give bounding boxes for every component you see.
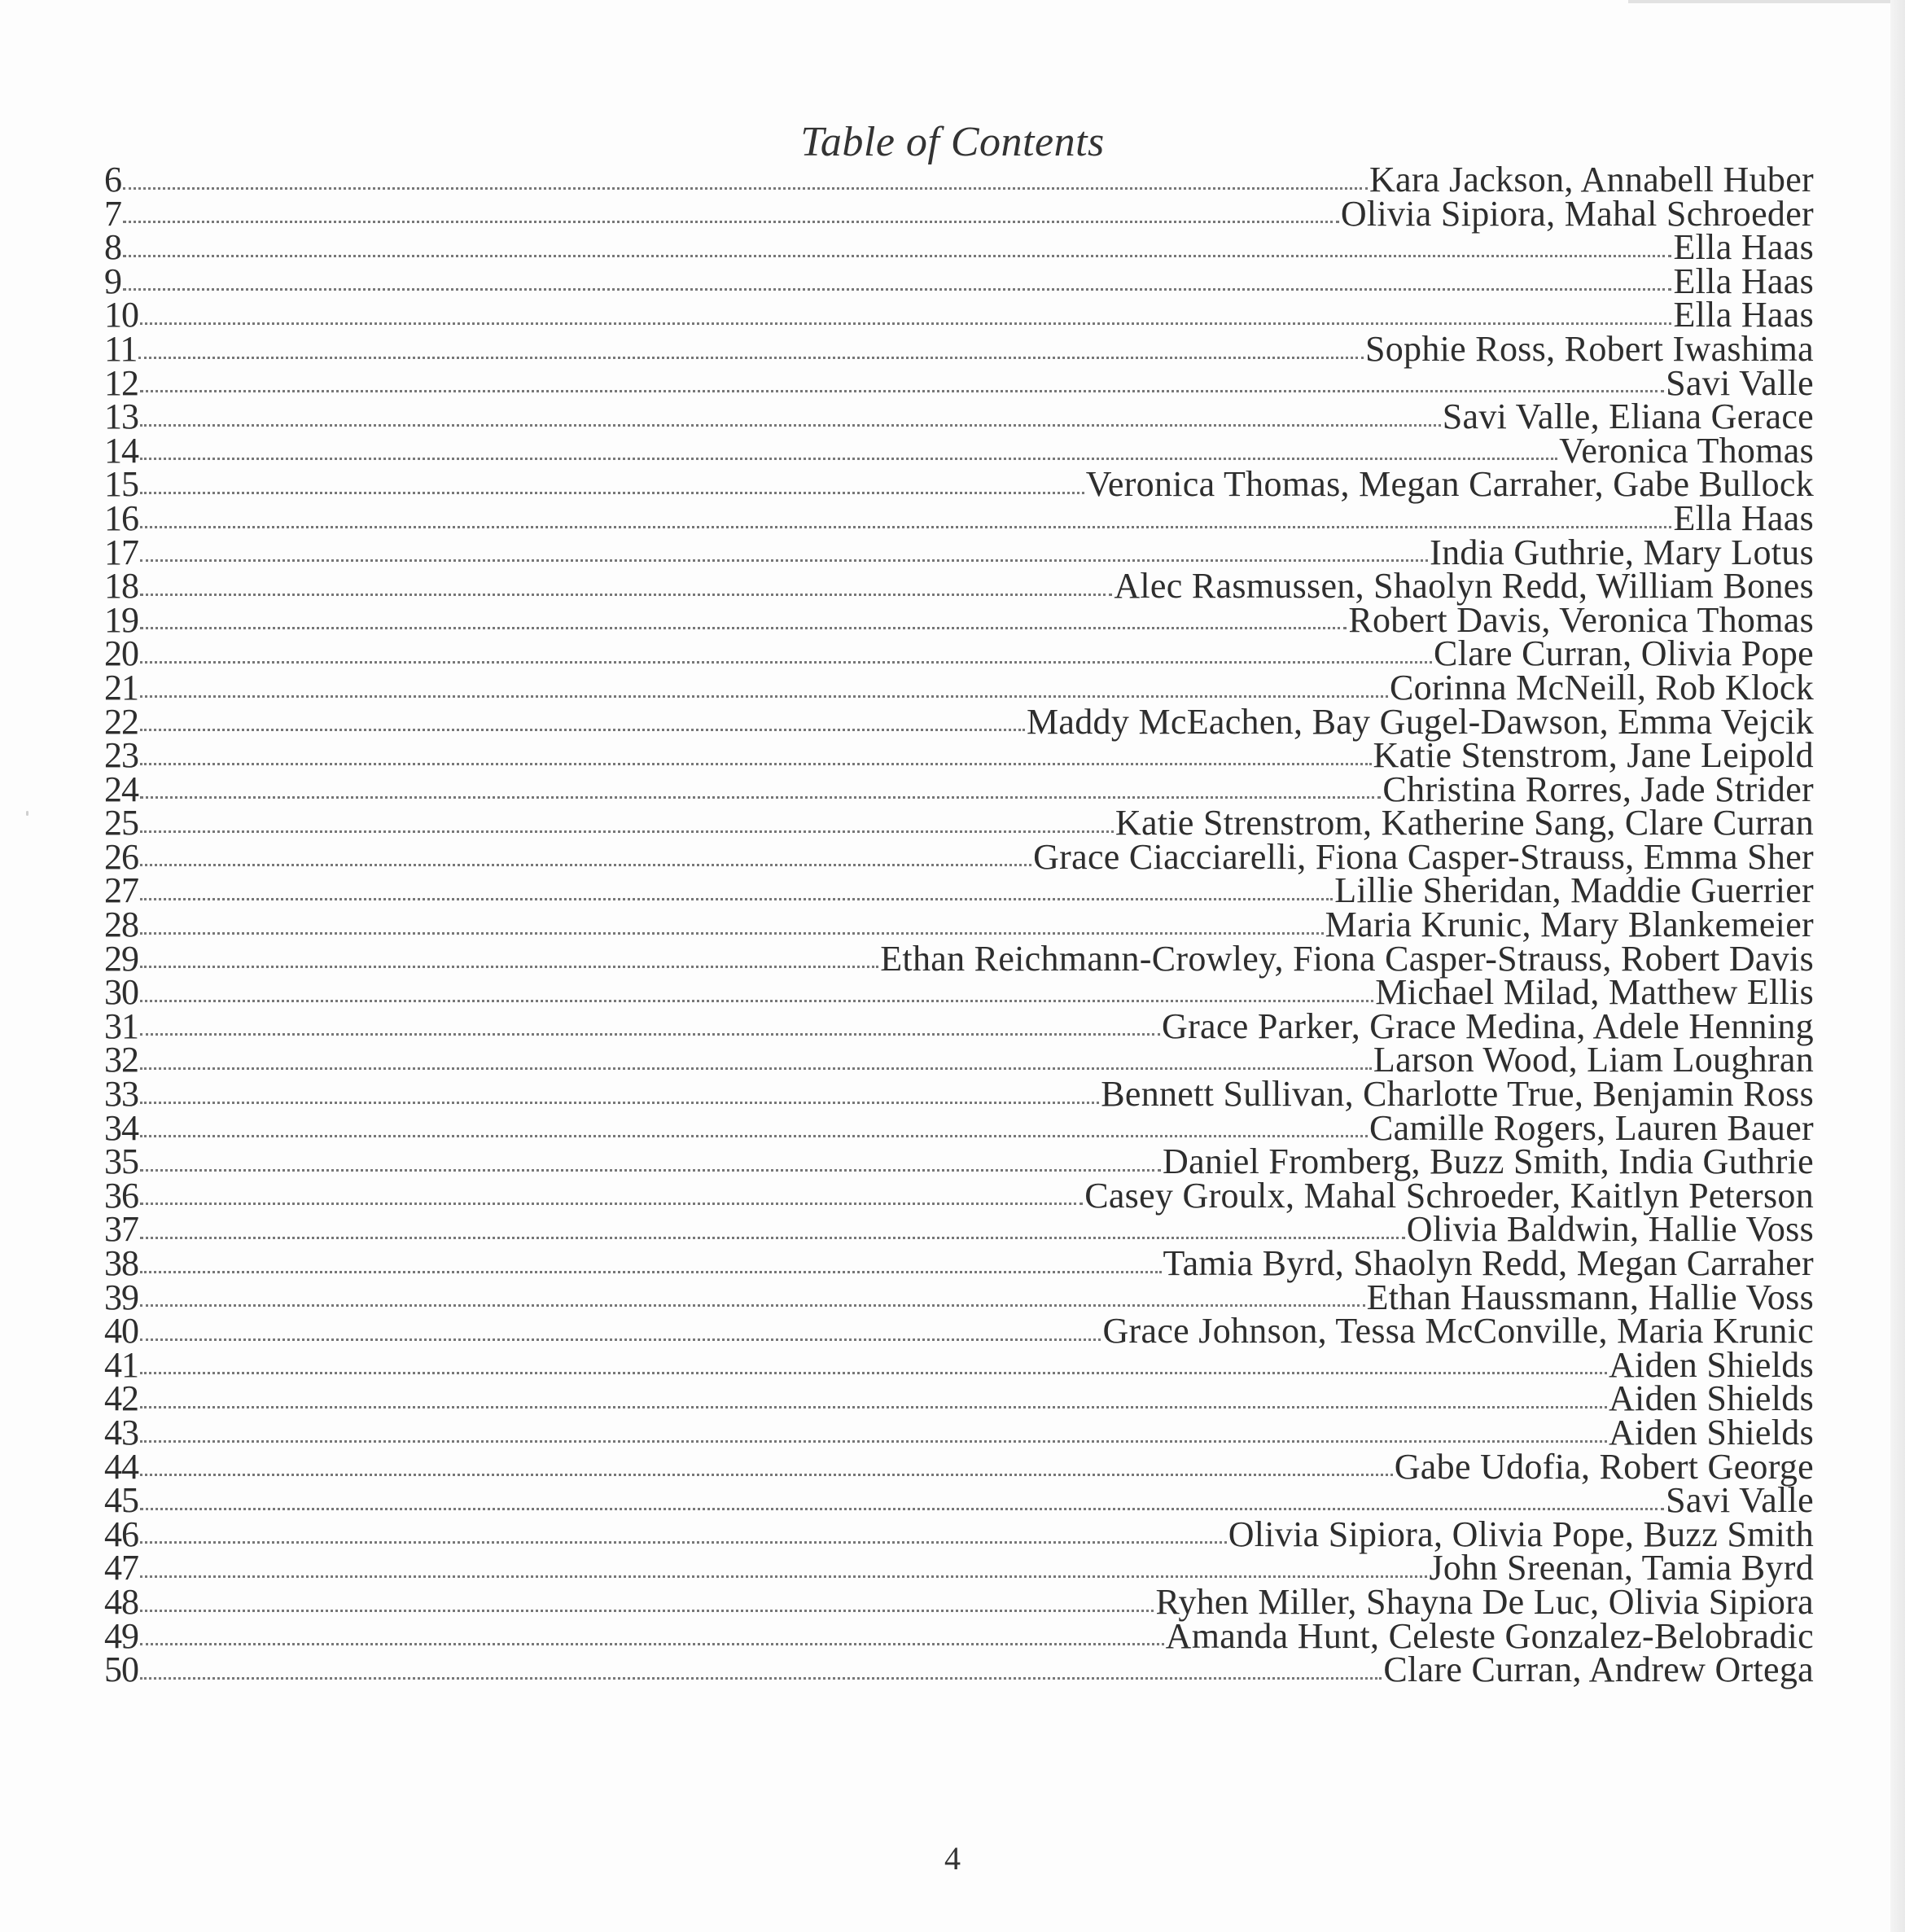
toc-author-names: Aiden Shields <box>1608 1344 1814 1385</box>
toc-author-names: Larson Wood, Liam Loughran <box>1373 1040 1814 1080</box>
dot-leader <box>140 893 1333 900</box>
dot-leader <box>140 521 1671 528</box>
toc-page-number: 25 <box>104 803 138 843</box>
toc-author-names: Savi Valle, Eliana Gerace <box>1442 396 1814 437</box>
dot-leader <box>140 1198 1083 1205</box>
toc-author-names: Casey Groulx, Mahal Schroeder, Kaitlyn Peterson <box>1084 1175 1814 1216</box>
toc-entry <box>104 1378 1814 1419</box>
toc-page-number: 42 <box>104 1378 138 1419</box>
toc-author-names: Ethan Reichmann-Crowley, Fiona Casper-Strauss, Robert Davis <box>880 938 1814 979</box>
dot-leader <box>123 283 1671 291</box>
toc-page-number: 13 <box>104 396 138 437</box>
dot-leader <box>140 1164 1161 1172</box>
toc-author-names: Corinna McNeill, Rob Klock <box>1389 667 1814 708</box>
toc-entry <box>104 1175 1814 1216</box>
toc-page-number: 48 <box>104 1581 138 1622</box>
toc-author-names: Christina Rorres, Jade Strider <box>1382 769 1814 809</box>
dot-leader <box>140 826 1114 833</box>
toc-author-names: Robert Davis, Veronica Thomas <box>1348 599 1814 640</box>
toc-author-names: Michael Milad, Matthew Ellis <box>1375 972 1814 1013</box>
toc-page-number: 49 <box>104 1615 138 1656</box>
toc-author-names: Ella Haas <box>1673 261 1814 301</box>
toc-page-number: 34 <box>104 1107 138 1148</box>
toc-page-number: 12 <box>104 362 138 403</box>
toc-page-number: 7 <box>104 193 121 234</box>
dot-leader <box>140 554 1428 562</box>
toc-author-names: Savi Valle <box>1666 362 1814 403</box>
dot-leader <box>140 1334 1101 1341</box>
toc-page-number: 18 <box>104 566 138 607</box>
toc-author-names: Camille Rogers, Lauren Bauer <box>1369 1107 1814 1148</box>
toc-page-number: 29 <box>104 938 138 979</box>
toc-page-number: 47 <box>104 1548 138 1588</box>
toc-entry <box>104 464 1814 505</box>
toc-author-names: Olivia Sipiora, Olivia Pope, Buzz Smith <box>1228 1514 1814 1554</box>
toc-page-number: 36 <box>104 1175 138 1216</box>
toc-page-number: 46 <box>104 1514 138 1554</box>
toc-entry <box>104 295 1814 335</box>
toc-page-number: 30 <box>104 972 138 1013</box>
toc-author-names: Ella Haas <box>1673 497 1814 538</box>
dot-leader <box>140 1097 1099 1104</box>
dot-leader <box>140 589 1112 596</box>
toc-entry <box>104 328 1814 369</box>
toc-entry <box>104 1209 1814 1250</box>
toc-page-number: 22 <box>104 701 138 742</box>
toc-entry <box>104 972 1814 1013</box>
dot-leader <box>140 758 1372 765</box>
dot-leader <box>140 724 1025 731</box>
dot-leader <box>140 1605 1154 1612</box>
toc-author-names: Grace Ciacciarelli, Fiona Casper-Strauss, Emma Sher <box>1033 836 1814 877</box>
toc-author-names: Ella Haas <box>1673 295 1814 335</box>
toc-author-names: Bennett Sullivan, Charlotte True, Benjamin Ross <box>1101 1074 1814 1115</box>
toc-author-names: Tamia Byrd, Shaolyn Redd, Megan Carraher <box>1163 1243 1814 1283</box>
toc-author-names: Aiden Shields <box>1608 1412 1814 1452</box>
toc-entry <box>104 1141 1814 1182</box>
toc-author-names: Lillie Sheridan, Maddie Guerrier <box>1334 870 1814 911</box>
toc-entry <box>104 566 1814 607</box>
dot-leader <box>140 1367 1607 1374</box>
toc-entry <box>104 836 1814 877</box>
scan-speck <box>26 811 28 816</box>
dot-leader <box>138 352 1364 359</box>
toc-page-number: 38 <box>104 1243 138 1283</box>
dot-leader <box>140 927 1324 935</box>
toc-entry <box>104 430 1814 471</box>
toc-entry <box>104 160 1814 199</box>
dot-leader <box>140 1401 1607 1408</box>
dot-leader <box>140 1062 1372 1070</box>
dot-leader <box>140 1232 1405 1239</box>
toc-page-number: 45 <box>104 1480 138 1521</box>
toc-author-names: Katie Stenstrom, Jane Leipold <box>1373 735 1814 776</box>
dot-leader <box>140 1130 1368 1137</box>
toc-page-number: 44 <box>104 1446 138 1487</box>
dot-leader <box>123 250 1671 257</box>
toc-author-names: Savi Valle <box>1666 1480 1814 1521</box>
toc-page-number: 14 <box>104 430 138 471</box>
toc-page-number: 17 <box>104 532 138 572</box>
toc-author-names: Katie Strenstrom, Katherine Sang, Clare Curran <box>1115 803 1814 843</box>
table-of-contents <box>104 160 1814 1690</box>
dot-leader <box>140 1503 1664 1510</box>
toc-author-names: Alec Rasmussen, Shaolyn Redd, William Bones <box>1114 566 1814 607</box>
toc-entry <box>104 701 1814 742</box>
toc-entry <box>104 769 1814 809</box>
dot-leader <box>140 961 878 968</box>
dot-leader <box>123 216 1339 223</box>
toc-entry <box>104 1074 1814 1115</box>
dot-leader <box>140 622 1347 629</box>
toc-entry <box>104 227 1814 268</box>
toc-author-names: Olivia Baldwin, Hallie Voss <box>1406 1209 1814 1250</box>
toc-author-names: Clare Curran, Andrew Ortega <box>1383 1649 1814 1690</box>
toc-page-number: 35 <box>104 1141 138 1182</box>
dot-leader <box>140 1266 1162 1273</box>
dot-leader <box>140 419 1441 427</box>
toc-author-names: Veronica Thomas, Megan Carraher, Gabe Bullock <box>1085 464 1814 505</box>
toc-page-number: 37 <box>104 1209 138 1250</box>
toc-author-names: Grace Parker, Grace Medina, Adele Henning <box>1162 1005 1814 1046</box>
toc-author-names: Grace Johnson, Tessa McConville, Maria Krunic <box>1102 1311 1814 1352</box>
dot-leader <box>140 1299 1365 1307</box>
toc-entry <box>104 870 1814 911</box>
toc-author-names: India Guthrie, Mary Lotus <box>1430 532 1814 572</box>
scan-edge-rule <box>1628 0 1905 3</box>
toc-page-number: 28 <box>104 905 138 945</box>
toc-author-names: Veronica Thomas <box>1559 430 1814 471</box>
toc-entry <box>104 261 1814 301</box>
dot-leader <box>140 487 1084 494</box>
toc-page-number: 33 <box>104 1074 138 1115</box>
toc-entry <box>104 396 1814 437</box>
toc-author-names: John Sreenan, Tamia Byrd <box>1429 1548 1814 1588</box>
dot-leader <box>140 690 1388 698</box>
toc-entry <box>104 735 1814 776</box>
toc-author-names: Amanda Hunt, Celeste Gonzalez-Belobradic <box>1165 1615 1814 1656</box>
toc-page-number: 19 <box>104 599 138 640</box>
toc-entry <box>104 532 1814 572</box>
toc-entry <box>104 1040 1814 1080</box>
toc-entry <box>104 633 1814 674</box>
toc-entry <box>104 667 1814 708</box>
toc-author-names: Sophie Ross, Robert Iwashima <box>1364 328 1814 369</box>
toc-page-number: 20 <box>104 633 138 674</box>
dot-leader <box>123 182 1368 190</box>
toc-author-names: Ethan Haussmann, Hallie Voss <box>1366 1277 1814 1317</box>
dot-leader <box>140 1672 1382 1680</box>
toc-author-names: Daniel Fromberg, Buzz Smith, India Guthrie <box>1163 1141 1814 1182</box>
toc-page-number: 41 <box>104 1344 138 1385</box>
toc-entry <box>104 193 1814 234</box>
toc-entry <box>104 497 1814 538</box>
page-edge-shadow <box>1890 0 1905 1932</box>
toc-entry <box>104 1581 1814 1622</box>
toc-author-names: Ella Haas <box>1673 227 1814 268</box>
toc-entry <box>104 1005 1814 1046</box>
toc-entry <box>104 905 1814 945</box>
toc-entry <box>104 1344 1814 1385</box>
toc-entry <box>104 1548 1814 1588</box>
toc-author-names: Gabe Udofia, Robert George <box>1394 1446 1814 1487</box>
page-number: 4 <box>944 1840 961 1877</box>
toc-page-number: 15 <box>104 464 138 505</box>
dot-leader <box>140 1028 1160 1036</box>
toc-page-number: 24 <box>104 769 138 809</box>
page-title: Table of Contents <box>800 119 1105 165</box>
toc-author-names: Maria Krunic, Mary Blankemeier <box>1325 905 1814 945</box>
toc-entry <box>104 1107 1814 1148</box>
toc-entry <box>104 1412 1814 1452</box>
dot-leader <box>140 318 1671 325</box>
toc-page-number: 6 <box>104 160 121 199</box>
toc-author-names: Kara Jackson, Annabell Huber <box>1369 160 1814 199</box>
toc-author-names: Maddy McEachen, Bay Gugel-Dawson, Emma Vejcik <box>1027 701 1814 742</box>
toc-entry <box>104 1446 1814 1487</box>
dot-leader <box>140 453 1557 460</box>
toc-entry <box>104 938 1814 979</box>
toc-page-number: 11 <box>104 328 138 369</box>
toc-page-number: 31 <box>104 1005 138 1046</box>
toc-page-number: 43 <box>104 1412 138 1452</box>
toc-entry <box>104 1649 1814 1690</box>
toc-entry <box>104 1615 1814 1656</box>
toc-page-number: 50 <box>104 1649 138 1690</box>
toc-page-number: 27 <box>104 870 138 911</box>
toc-page-number: 40 <box>104 1311 138 1352</box>
dot-leader <box>140 1571 1427 1578</box>
toc-entry <box>104 1514 1814 1554</box>
dot-leader <box>140 656 1432 664</box>
dot-leader <box>140 1469 1393 1476</box>
toc-page-number: 23 <box>104 735 138 776</box>
toc-entry <box>104 803 1814 843</box>
dot-leader <box>140 859 1031 866</box>
dot-leader <box>140 1536 1227 1544</box>
toc-author-names: Aiden Shields <box>1608 1378 1814 1419</box>
dot-leader <box>140 1435 1607 1443</box>
toc-entry <box>104 362 1814 403</box>
toc-page-number: 8 <box>104 227 121 268</box>
dot-leader <box>140 995 1373 1002</box>
toc-entry <box>104 599 1814 640</box>
dot-leader <box>140 1638 1164 1645</box>
toc-author-names: Ryhen Miller, Shayna De Luc, Olivia Sipiora <box>1155 1581 1814 1622</box>
toc-page-number: 39 <box>104 1277 138 1317</box>
toc-page-number: 21 <box>104 667 138 708</box>
toc-entry <box>104 1277 1814 1317</box>
toc-author-names: Clare Curran, Olivia Pope <box>1434 633 1814 674</box>
dot-leader <box>140 791 1381 799</box>
toc-page-number: 10 <box>104 295 138 335</box>
toc-entry <box>104 1243 1814 1283</box>
toc-page-number: 26 <box>104 836 138 877</box>
dot-leader <box>140 385 1664 392</box>
toc-entry <box>104 1311 1814 1352</box>
toc-entry <box>104 1480 1814 1521</box>
toc-page-number: 9 <box>104 261 121 301</box>
toc-page-number: 16 <box>104 497 138 538</box>
toc-page-number: 32 <box>104 1040 138 1080</box>
toc-author-names: Olivia Sipiora, Mahal Schroeder <box>1340 193 1814 234</box>
